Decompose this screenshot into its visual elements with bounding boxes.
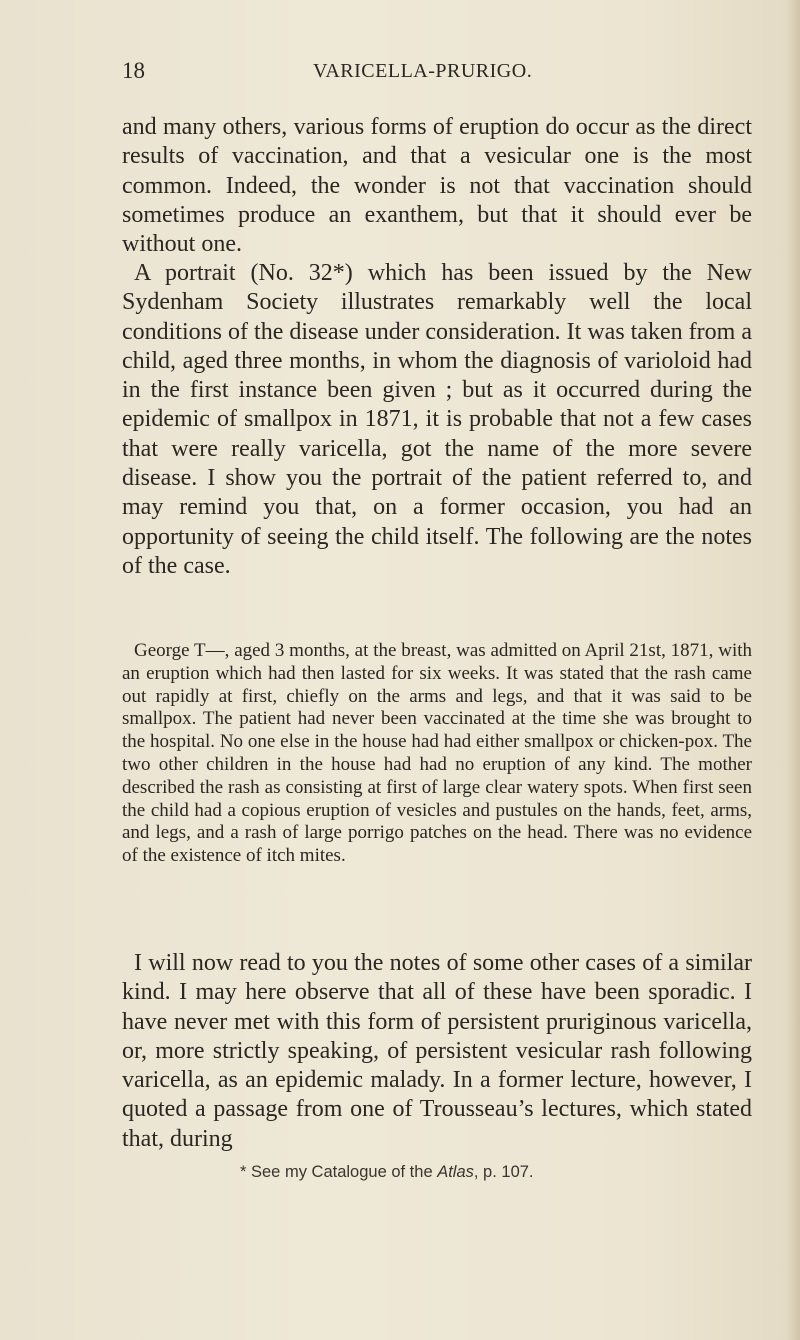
running-title: VARICELLA-PRURIGO. [313, 60, 533, 82]
paragraph-vaccination: and many others, various forms of eruption do occur as the direct results of vaccination, and that a vesicular one is the most common. Indeed, the wonder is not that vaccination should sometimes produce an exanthem, but that it should ever be without one. [122, 114, 752, 258]
footnote-prefix: * See my Catalogue of the [240, 1163, 438, 1181]
footnote-suffix: , p. 107. [473, 1163, 534, 1181]
running-head [0, 58, 800, 88]
paragraph-portrait: A portrait (No. 32*) which has been issued by the New Sydenham Society illustrates remarkably well the local conditions of the disease under consideration. It was taken from a child, aged three months, in whom the diagnosis of varioloid had in the first instance been given ; but as it occurred during the epidemic of smallpox in 1871, it is probable that not a few cases that were really varicella, got the name of the more severe disease. I show you the portrait of the patient referred to, and may remind you that, on a former occasion, you had an opportunity of seeing the child itself. The following are the notes of the case. [122, 260, 752, 579]
page-number: 18 [122, 58, 145, 83]
paragraph-other-cases: I will now read to you the notes of some other cases of a similar kind. I may here observe that all of these have been sporadic. I have never met with this form of persistent pruriginous varicella, or, more strictly speaking, of persistent vesicular rash following varicella, as an epidemic malady. In a former lecture, however, I quoted a passage from one of Trousseau’s lectures, which stated that, during [122, 950, 752, 1152]
case-notes: George T—, aged 3 months, at the breast, was admitted on April 21st, 1871, with an eruption which had then lasted for six weeks. It was stated that the rash came out rapidly at first, chiefly on the arms and legs, and that it was said to be smallpox. The patient had never been vaccinated at the time she was brought to the hospital. No one else in the house had had either smallpox or chicken-pox. The two other children in the house had had no eruption of any kind. The mother described the rash as consisting at first of large clear watery spots. When first seen the child had a copious eruption of vesicles and pustules on the hands, feet, arms, and legs, and a rash of large porrigo patches on the head. There was no evidence of the existence of itch mites. [122, 640, 752, 867]
footnote-italic: Atlas [437, 1163, 474, 1181]
footnote [240, 1163, 534, 1182]
page-edge-shadow [786, 0, 800, 1340]
